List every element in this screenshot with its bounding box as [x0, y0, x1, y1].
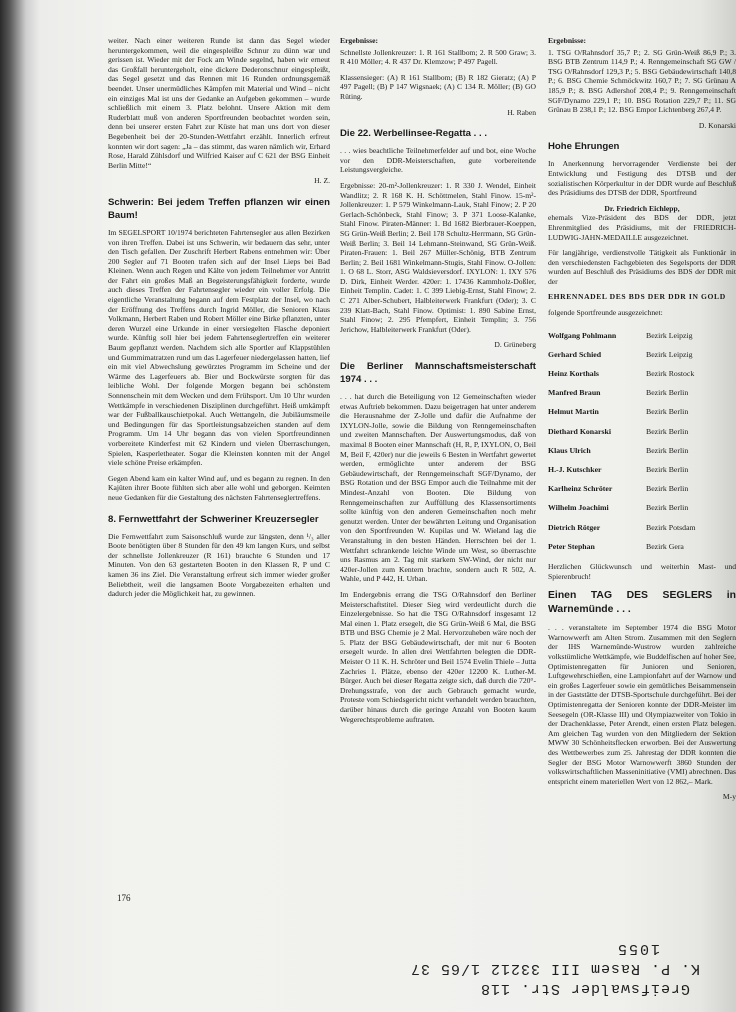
- honor-place: Bezirk Berlin: [646, 388, 689, 398]
- honor-name: Peter Stephan: [548, 541, 595, 551]
- paragraph-mannschaft-2: Im Endergebnis errang die TSG O/Rahnsdorf den Berliner Meisterschaftstitel. Dieser Sieg wird verdeutlicht durch die Einzelergebnisse. So hat die TSG O/Rahnsdorf insgesamt 12 Mal einen 1. Platz ersegelt, die SG Grün-Weiß 6 Mal, die BSG BTB und BSG Chemie je 2 Mal. Hervorzuheben wäre noch der 5. Platz der BSG Gebäudewirtschaft, der mit nur 6 Booten ersegelt wurde. In allen drei Wettfahrten belegten die DDR-Meister O 11 K. H. Schröter und Beil 1574 Evelin Thiele – Jutta Zachries 1. Plätze, ebenso der 420er 12200 K. Luther-M. Bürger. Auch bei dieser Regatta zeigte sich, daß durch die 720°-Drehungsstrafe, von der auch Gebrauch gemacht wurde, Proteste vom Schiedsgericht nicht verhandelt werden brauchten, darüber hinaus durch die geringe Anzahl von Booten kaum Wegerechtsprobleme auftraten.: [340, 589, 536, 724]
- stamp-line-street: Greifswalder Str. 118: [479, 980, 690, 997]
- honor-place: Bezirk Rostock: [646, 369, 695, 379]
- honor-place: Bezirk Berlin: [646, 465, 689, 475]
- honor-name: Gerhard Schied: [548, 349, 602, 359]
- honor-place: Bezirk Berlin: [646, 484, 689, 494]
- results-label: Ergebnisse:: [548, 36, 586, 45]
- address-stamp: [380, 928, 710, 998]
- honor-place: Bezirk Gera: [646, 541, 684, 551]
- results-mannschaft: 1. TSG O/Rahnsdorf 35,7 P.; 2. SG Grün-Weiß 86,9 P.; 3. BSG BTB Zentrum 114,9 P.; 4. Renngemeinschaft SG GW / TSG O/Rahnsdorf 129,3 P.; 5. BSG Gebäudewirtschaft 140,8 P.; 6. BSG Chemie Schmöckwitz 160,7 P.; 7. SG Grünau A 185,9 P.; 8. BSG Adlershof 208,4 P.; 9. Renngemeinschaft SGF/Dynamo 229,1 P.; 10. BSG Rotation 229,7 P.; 11. SG Grünau B 238,1 P.; 12. BSG Empor Lichtenberg 267,4 P.: [548, 47, 736, 115]
- column-right: [548, 36, 736, 802]
- results-werbellinsee: Ergebnisse: 20-m²-Jollenkreuzer: 1. R 330 J. Wendel, Einheit Wandlitz; 2. R 168 K. H. Schöttmelen, Stahl Finow. 15-m²-Jollenkreuzer: 1. P 579 Winkelmann-Lauk, Stahl Finow; 2. P 20 Gerlach-Schönbeck, Stahl Finow; 3. P 371 Loose-Kalanke, Stahl Finow. Piraten-Männer: 1. Bd 1682 Bierbrauer-Koeppen, SG Grün-Weiß Berlin; 2. Beil 178 Schultz-Herrmann, SG Grün-Weiß Berlin; 3. Beil 14 Lehmann-Steinwand, SG Grün-Weiß. Piraten-Frauen: 1. Beil 267 Müller-Schönig, BTB Zentrum Berlin; 2. Beil 1681 Winkelmann-Stugis, Stahl Finow. O-Jollen: 1. O 68 L. Storr, ASG Waldsieversdorf. IXYLON: 1. IXY 576 D. Dirk, Einheit Werder. 420er: 1. 17436 Kammholz-Doßler, Einheit Templin. Cadet: 1. C 399 Liebig-Ernst, Stahl Finow; 2. C 271 Alber-Schubert, Halbleiterwerk Frankfurt (Oder); 3. C 239 Klatt-Bach, Stahl Finow. Optimist: 1. 890 Sabine Ernst, Stahl Finow; 2. 295 Pfempfert, Einheit Templin; 3. 756 Jerichow, Halbleiterwerk Frankfurt (Oder).: [340, 180, 536, 334]
- page-number: 176: [117, 893, 131, 903]
- honor-row: [548, 345, 736, 364]
- honor-name: Wilhelm Joachimi: [548, 503, 609, 513]
- honor-place: Bezirk Berlin: [646, 407, 689, 417]
- honor-row: [548, 518, 736, 537]
- paragraph-ehrungen-1: In Anerkennung hervorragender Verdienste bei der Entwicklung und Festigung des DTSB und der sozialistischen Körperkultur in der DDR wurde auf Beschluß des Präsidiums des DTSB der DDR, Sportfreund: [548, 159, 736, 198]
- honor-place: Bezirk Berlin: [646, 503, 689, 513]
- ehrennadel-title: EHRENNADEL DES BDS DER DDR IN GOLD: [548, 292, 726, 302]
- paragraph-ehrungen-2: ehemals Vize-Präsident des BDS der DDR, jetzt Ehrenmitglied des Präsidiums, mit der FRIEDRICH-LUDWIG-JAHN-MEDAILLE ausgezeichnet.: [548, 213, 736, 242]
- stamp-line-name: K. P. Rasem III 33212 1/65 37: [409, 960, 700, 977]
- column-middle: [340, 36, 536, 730]
- heading-fernwettfahrt: 8. Fernwettfahrt der Schweriner Kreuzersegler: [108, 513, 319, 525]
- honor-place: Bezirk Leipzig: [646, 349, 693, 359]
- paragraph-schwerin-end: Gegen Abend kam ein kalter Wind auf, und es begann zu regnen. In den Kajüten ihrer Boote fühlten sich aber alle wohl und geborgen. Keimten neue Gedanken für die Gestaltung des nächsten Fahrtenseglertreffens.: [108, 473, 330, 502]
- paragraph-ehrungen-4: folgende Sportfreunde ausgezeichnet:: [548, 308, 663, 318]
- paragraph-mannschaft-1: . . . hat durch die Beteiligung von 12 Gemeinschaften wieder etwas Auftrieb bekommen. Dazu beigetragen hat unter anderem die Herausnahme der Z-Jolle und dafür die Aufnahme der IXYLON-Jolle, sowie die Bildung von Renngemeinschaften und zweiten Mannschaften. Der Auswertungsmodus, daß von maximal 8 Booten einer Mannschaft (H, R, P, IXYLON, O, Beil M, Beil F, 420er) nur die jeweils 6 Besten in Wertfahrt gewertet werden, ermöglichte unter anderem der BSG Gebäudewirtschaft, der Renngemeinschaft SGF/Dynamo, der BSG Rotation und der BSG Empor auch die Teilnahme mit der Mindest-Anzahl von Booten. Die Bildung von Renngemeinschaften zur Auffüllung des Klassensortiments sollte künftig von den anderen Gemeinschaften noch mehr genutzt werden. Unter der bewährten Leitung und Organisation von den Sportfreunden W. Kupilas und W. Wieland lag die Veranstaltung in den besten Händen. Herrschten bei der 1. Wettfahrt schrankende leichte Winde um West, so überraschte uns Rasmus am 2. Tag mit starkem SW-Wind, der nicht nur 420er-Jollen zum Kentern brachte, sondern auch R 502, A. Wahle, und P 442, H. Urban.: [340, 392, 536, 584]
- honor-place: Bezirk Potsdam: [646, 522, 696, 532]
- honor-name: Manfred Braun: [548, 388, 601, 398]
- heading-hohe-ehrungen: Hohe Ehrungen: [548, 141, 620, 153]
- honor-row: [548, 498, 736, 517]
- author-signature: D. Konarski: [698, 120, 736, 130]
- honor-row: [548, 402, 736, 421]
- honor-name: Diethard Konarski: [548, 426, 612, 436]
- honor-name: Heinz Korthals: [548, 369, 599, 379]
- paragraph-ehrungen-3: Für langjährige, verdienstvolle Tätigkeit als Funktionär in den verschiedensten Fachgebieten des Segelsports der DDR wurden auf Beschluß des Präsidiums des BDS der DDR mit der: [548, 248, 736, 286]
- results-label: Ergebnisse:: [340, 36, 378, 45]
- honoree-name: Dr. Friedrich Eichlepp,: [604, 203, 680, 213]
- honor-row: [548, 441, 736, 460]
- honor-name: Wolfgang Pohlmann: [548, 330, 617, 340]
- heading-werbellinsee: Die 22. Werbellinsee-Regatta . . .: [340, 128, 487, 140]
- honor-name: Karlheinz Schröter: [548, 484, 613, 494]
- honor-name: Helmut Martin: [548, 407, 599, 417]
- honor-row: [548, 364, 736, 383]
- honor-row: [548, 422, 736, 441]
- paragraph-fernwettfahrt: Die Fernwettfahrt zum Saisonschluß wurde zur längsten, denn ¹/₃ aller Boote benötigten über 8 Stunden für den 49 km langen Kurs, und selbst der schnellste Jollenkreuzer (R 161) brauchte 6 Stunden und 17 Minuten. Von den 63 gestarteten Booten in den Klassen R, P und C kamen 36 ins Ziel. Die Veranstaltung erfreut sich immer wieder großer Beliebtheit, weil die langsamen Boote Vorgabezeiten erhalten und dadurch jeder die Möglichkeit hat, zu gewinnen.: [108, 531, 330, 599]
- paragraph-werbellinsee-intro: . . . wies beachtliche Teilnehmerfelder auf und bot, eine Woche vor den DDR-Meisterschaften, gute vorbereitende Leistungsvergleiche.: [340, 146, 536, 175]
- honor-row: [548, 326, 736, 345]
- paragraph-glueckwunsch: Herzlichen Glückwunsch und weiterhin Mast- und Spierenbruch!: [548, 562, 736, 581]
- column-left: [108, 36, 330, 605]
- author-signature: M-y: [722, 792, 736, 802]
- paragraph-schwerin: Im SEGELSPORT 10/1974 berichteten Fahrtensegler aus allen Bezirken von ihren Treffen. Dabei ist uns Schwerin, wir bedauern das sehr, unter den Tisch gefallen. Der Zuschrift Herbert Rabens entnehmen wir: Über 200 Segler auf 71 Booten trafen sich auf der Insel Lieps bei Bad Kleinen. Wenn auch Regen und Kälte von jedem Teilnehmer vor Antritt der Fahrt ein großes Maß an Begeisterungsfähigkeit forderte, wurde auch dieses Treffen der Fahrtensegler wieder ein voller Erfolg. Die eigentliche Veranstaltung begann auf dem Festplatz der Insel, wo nach der Eröffnung des Treffens durch Ingrid Möller, die Senioren Klaus Volkmann, Herbert Raben und Robert Möller eine Birke pflanzten, unter deren Wurzel eine Urkunde in einer versiegelten Flasche deponiert wurde. Künftig soll hier bei jedem Fahrtenseglertreffen ein weiterer Baum gepflanzt werden. Nachdem sich alle Sportler auf Klappstühlen und Gummimatratzen rund um das Lagerfeuer niedergelassen hatten, lief ein mit viel Abwechslung gewürztes Programm im Scheine und der Wärme des Lagerfeuers ab. Bier und Bockwürste sorgten für das leibliche Wohl. Der folgende Morgen begann bei schönstem Sonnenschein mit dem Wecken und dem Frühsport. Um 10 Uhr wurden Wettkämpfe in verschiedenen Disziplinen durchgeführt. Heiß umkämpft war der Fußballkauschietpokal. Auch Wettangeln, die Jubiläumsmeile und Bedingungen für das Sportleistungsabzeichen standen auf dem Programm. Um 14 Uhr begann das von vielen Sportfreundinnen vorbereitete Kinderfest mit 62 Kindern und vielen Überraschungen, Spielen, Kasperletheater. Sogar die Kleinsten konnten mit der Angel viele schöne Preise erkämpfen.: [108, 227, 330, 468]
- author-signature: H. Z.: [314, 176, 330, 186]
- author-signature: H. Raben: [507, 107, 536, 117]
- honors-list: [548, 326, 736, 556]
- paragraph-tag-des-seglers: . . . veranstaltete im September 1974 die BSG Motor Warnowwerft am Alten Strom. Zusammen mit den Seglern der IHS Warnemünde-Wustrow wurden zahlreiche volkstümliche Wettkämpfe, wie Buddelfischen auf hoher See, Optimistenregatten für Junioren und Senioren, Luftgewehrschießen, eine Lampionfahrt auf der Warnow und ein großes Lagerfeuer sowie ein gemütliches Beisammensein in der Gaststätte der DTSB-Sportschule durchgeführt. Bei der Optimistenregatta der Senioren konnte der DDR-Meister im Seesegeln (OR-Klasse III) und Olympiazweiter von Tokio in der Drachenklasse, Peter Arendt, einen ersten Platz belegen. Am gleichen Tag wurden von den Mitgliedern der Sektion MWW 30 Schönheitsflecken erworben. Bei der Auswertung des Wettbewerbes zum 25. Jahrestag der DDR konnten die Segler der BSG Motor Warnowwerft 3860 Stunden der volkswirtschaftlichen Masseninitiative (VMI) abrechnen. Das entspricht einem materiellen Wert von 12 862,– Mark.: [548, 623, 736, 786]
- honor-row: [548, 479, 736, 498]
- heading-tag-des-seglers: Einen TAG DES SEGLERS in Warnemünde . . .: [548, 590, 736, 616]
- author-signature: D. Grüneberg: [494, 340, 536, 350]
- results-jollenkreuzer: Schnellste Jollenkreuzer: 1. R 161 Stallbom; 2. R 500 Graw; 3. R 410 Möller; 4. R 437 Dr. Klemzow; P 497 Pagell.: [340, 47, 536, 67]
- honor-place: Bezirk Berlin: [646, 445, 689, 455]
- article-continuation: weiter. Nach einer weiteren Runde ist dann das Segel wieder heruntergekommen, weil die eingespleißte Schnur zu dünn war und gerissen ist. Wieder mit der Fock am Winde segelnd, haben wir erneut das Großfall heruntergeholt, eine dickere Dederonschnur eingespleißt, das Segel gesetzt und das Rennen mit 16 Runden ordnungsgemäß beendet. Unser unermüdliches Kämpfen mit Material und Wind – nicht ein einziges Mal ist uns der Gedanke an Aufgeben gekommen – wurde schließlich mit einem 3. Platz belohnt. Unsere Aktion mit dem Ruderblatt muß von anderen Sportfreunden beobachtet worden sein, denn bei unserer ersten Fahrt zur Küste hat man uns dort von dieser Begebenheit bei der 20-Stunden-Wettfahrt erzählt. Innerlich erfreut konnten wir dort sagen: „Ja – das stimmt, das waren nämlich wir, Erhard Rose, Harald Zühlsdorf und Wilfried Kaiser auf C 621 der BSG Einheit Berlin Mitte!“: [108, 36, 330, 170]
- honor-row: [548, 537, 736, 556]
- honor-name: Dietrich Rötger: [548, 522, 601, 532]
- heading-schwerin: Schwerin: Bei jedem Treffen pflanzen wir einen Baum!: [108, 196, 330, 221]
- heading-mannschaftsmeisterschaft: Die Berliner Mannschaftsmeisterschaft 1974 . . .: [340, 361, 536, 386]
- honor-row: [548, 383, 736, 402]
- results-klassensieger: Klassensieger: (A) R 161 Stallbom; (B) R 182 Gieratz; (A) P 497 Pagell; (B) P 147 Wigsnaek; (A) C 134 R. Möller; (B) GO Rüting.: [340, 72, 536, 101]
- stamp-line-code: 1055: [615, 940, 660, 957]
- honor-place: Bezirk Leipzig: [646, 330, 693, 340]
- honor-name: H.-J. Kutschker: [548, 465, 602, 475]
- honor-row: [548, 460, 736, 479]
- honor-place: Bezirk Berlin: [646, 426, 689, 436]
- honor-name: Klaus Ulrich: [548, 445, 591, 455]
